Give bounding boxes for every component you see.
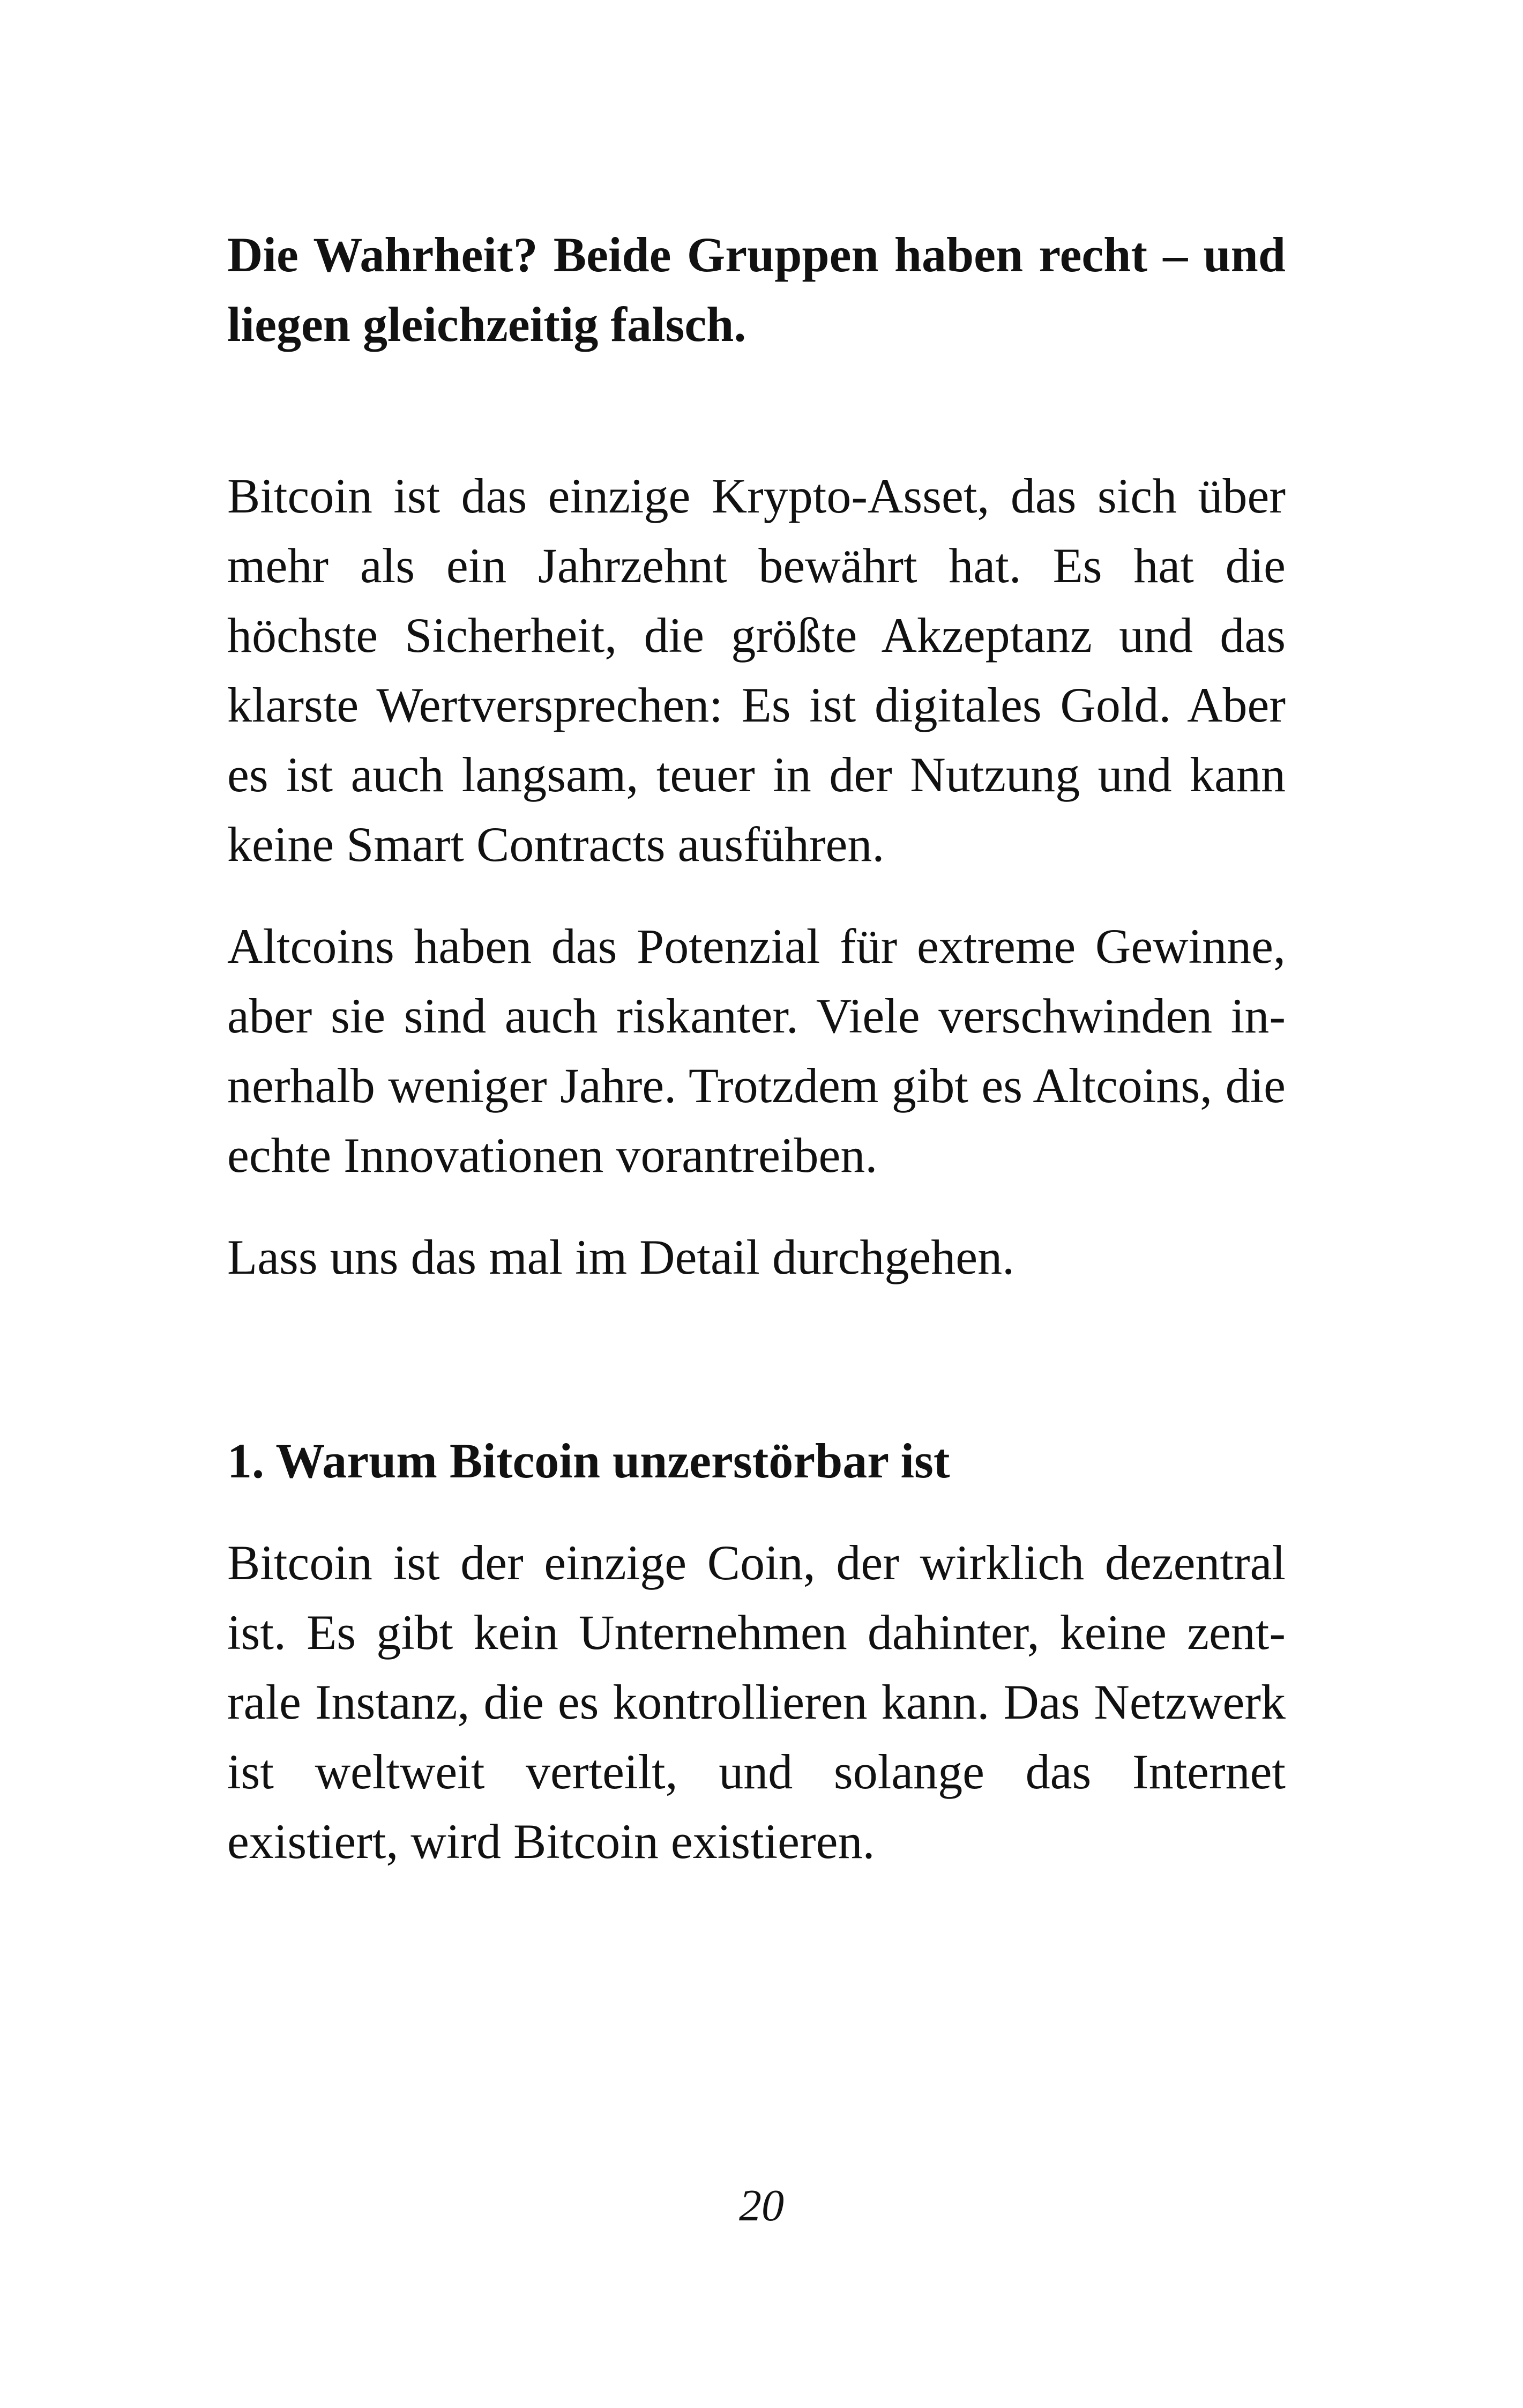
- section-heading: 1. Warum Bitcoin unzerstörbar ist: [227, 1433, 950, 1488]
- section-body: Bitcoin ist der einzige Coin, der wirklich dezentral ist. Es gibt kein Unternehmen dahinter, keine zentrale Instanz, die es kontrollieren kann. Das Netzwerk ist weltweit verteilt, und solange das Internet existiert, wird Bitcoin existieren.: [227, 1535, 1286, 1869]
- page-number: 20: [739, 2181, 784, 2231]
- spacer: [227, 1292, 1286, 1426]
- spacer: [227, 1496, 1286, 1528]
- spacer: [227, 359, 1286, 461]
- spacer: [227, 879, 1286, 911]
- spacer: [227, 1190, 1286, 1222]
- paragraph-bitcoin-overview: Bitcoin ist das einzige Krypto-Asset, das sich über mehr als ein Jahrzehnt bewährt hat. Es hat die höchste Sicherheit, die größte Akzeptanz und das klarste Wertversprechen: Es ist digitales Gold. Aber es ist auch langsam, teuer in der Nutzung und kann keine Smart Contracts ausführen.: [227, 469, 1286, 872]
- paragraph-transition: Lass uns das mal im Detail durchgehen.: [227, 1230, 1015, 1284]
- intro-statement: Die Wahrheit? Beide Gruppen haben recht – und liegen gleichzeitig falsch.: [227, 227, 1286, 352]
- page-content: [227, 220, 1286, 1876]
- paragraph-altcoins: Altcoins haben das Potenzial für extreme Gewinne, aber sie sind auch riskanter. Viele verschwinden innerhalb weniger Jahre. Trotzdem gibt es Altcoins, die echte Innovationen vorantreiben.: [227, 919, 1286, 1183]
